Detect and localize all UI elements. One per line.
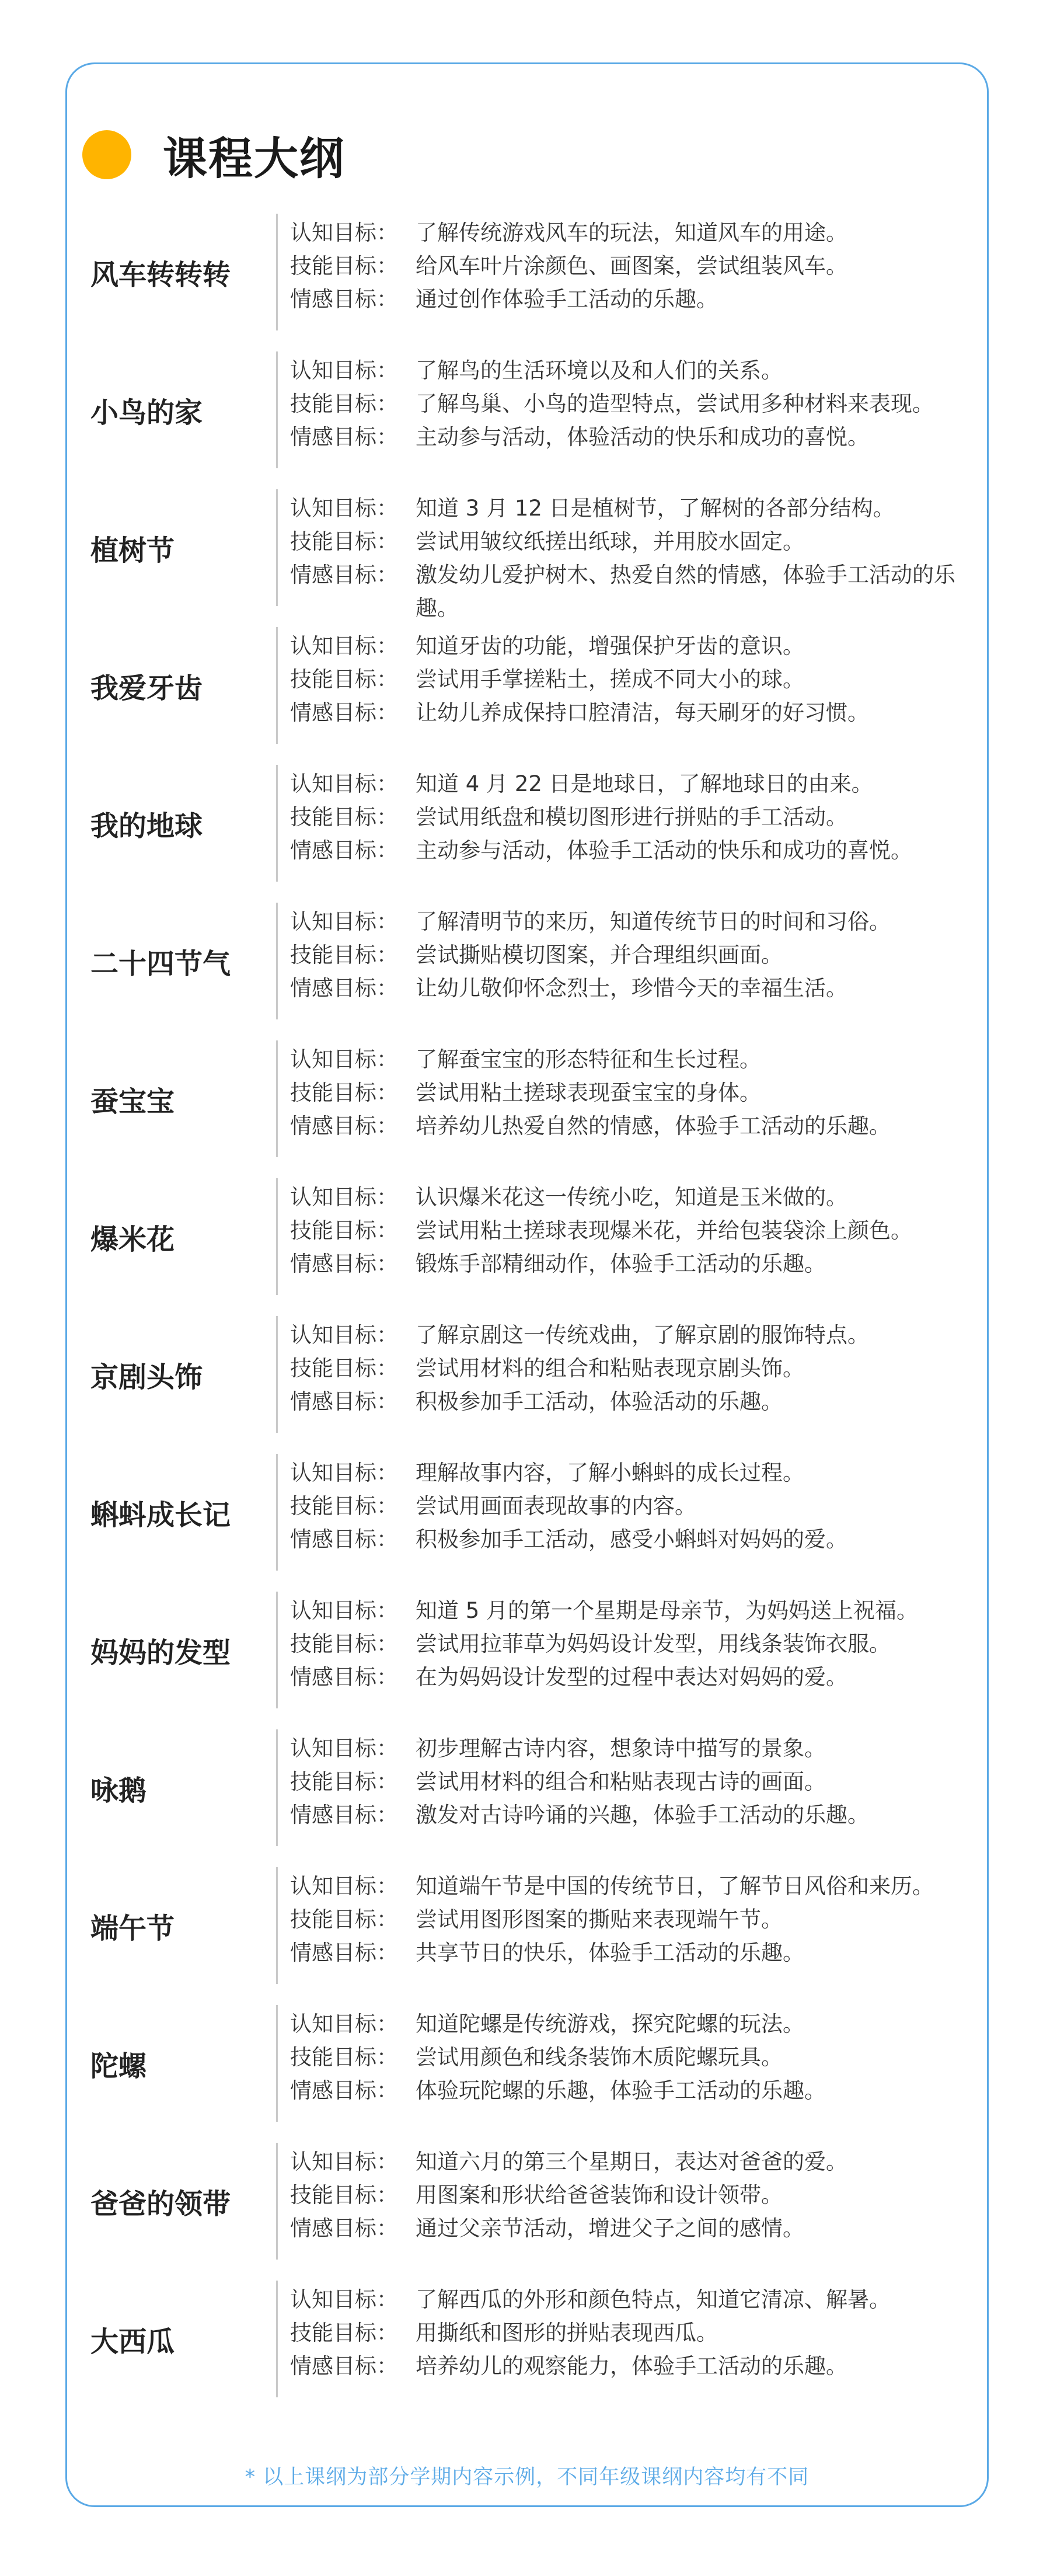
skill-goal-row [290, 1903, 979, 1936]
cognitive-goal-text: 知道六月的第三个星期日，表达对爸爸的爱。 [416, 2149, 847, 2174]
skill-goal-label: 技能目标： [290, 1080, 398, 1105]
cognitive-goal-text: 了解传统游戏风车的玩法，知道风车的用途。 [416, 220, 847, 245]
emotion-goal-text: 通过创作体验手工活动的乐趣。 [416, 287, 718, 312]
skill-goal-text: 尝试用手掌搓粘土，搓成不同大小的球。 [416, 667, 804, 692]
cognitive-goal-label: 认知目标： [290, 2149, 398, 2174]
skill-goal-label: 技能目标： [290, 805, 398, 830]
cognitive-goal-row [290, 2283, 979, 2316]
lesson-name: 植树节 [90, 534, 175, 567]
cognitive-goal-label: 认知目标： [290, 909, 398, 934]
lesson-divider [276, 2005, 278, 2122]
cognitive-goal-label: 认知目标： [290, 771, 398, 796]
lesson-item [67, 489, 987, 627]
lesson-divider [276, 2281, 278, 2397]
cognitive-goal-row [290, 1870, 979, 1903]
cognitive-goal-text: 知道 5 月的第一个星期是母亲节，为妈妈送上祝福。 [416, 1598, 919, 1623]
emotion-goal-row [290, 1247, 979, 1280]
skill-goal-row [290, 249, 979, 283]
skill-goal-label: 技能目标： [290, 2045, 398, 2070]
lesson-goals [290, 354, 979, 454]
lesson-divider [276, 1867, 278, 1984]
lesson-divider [276, 765, 278, 882]
cognitive-goal-text: 知道牙齿的功能，增强保护牙齿的意识。 [416, 633, 804, 659]
title-dot-icon [82, 130, 131, 179]
lesson-divider [276, 1454, 278, 1571]
emotion-goal-row [290, 1385, 979, 1418]
lesson-item [67, 1729, 987, 1867]
skill-goal-row [290, 525, 979, 558]
skill-goal-label: 技能目标： [290, 1769, 398, 1794]
lesson-item [67, 1454, 987, 1592]
lesson-goals [290, 2145, 979, 2245]
cognitive-goal-text: 了解京剧这一传统戏曲，了解京剧的服饰特点。 [416, 1322, 869, 1348]
cognitive-goal-label: 认知目标： [290, 1047, 398, 1072]
emotion-goal-text: 积极参加手工活动，感受小蝌蚪对妈妈的爱。 [416, 1527, 847, 1552]
skill-goal-text: 尝试用皱纹纸搓出纸球，并用胶水固定。 [416, 529, 804, 554]
skill-goal-label: 技能目标： [290, 529, 398, 554]
cognitive-goal-row [290, 1318, 979, 1352]
skill-goal-row [290, 1214, 979, 1247]
skill-goal-row [290, 800, 979, 834]
cognitive-goal-label: 认知目标： [290, 1736, 398, 1761]
cognitive-goal-label: 认知目标： [290, 1598, 398, 1623]
lesson-divider [276, 1316, 278, 1433]
skill-goal-label: 技能目标： [290, 1494, 398, 1519]
lesson-item [67, 765, 987, 903]
emotion-goal-label: 情感目标： [290, 287, 398, 312]
cognitive-goal-label: 认知目标： [290, 1322, 398, 1348]
skill-goal-row [290, 1076, 979, 1109]
lesson-item [67, 2143, 987, 2281]
skill-goal-text: 尝试用拉菲草为妈妈设计发型，用线条装饰衣服。 [416, 1631, 891, 1656]
lesson-name: 大西瓜 [90, 2325, 175, 2358]
cognitive-goal-text: 知道陀螺是传统游戏，探究陀螺的玩法。 [416, 2011, 804, 2037]
cognitive-goal-row [290, 1043, 979, 1076]
emotion-goal-row [290, 2074, 979, 2107]
lesson-name: 风车转转转 [90, 258, 231, 291]
cognitive-goal-row [290, 492, 979, 525]
skill-goal-text: 尝试用画面表现故事的内容。 [416, 1494, 696, 1519]
lesson-item [67, 351, 987, 489]
skill-goal-text: 尝试用颜色和线条装饰木质陀螺玩具。 [416, 2045, 783, 2070]
lesson-item [67, 2005, 987, 2143]
emotion-goal-row [290, 696, 979, 729]
lesson-name: 我爱牙齿 [90, 671, 203, 705]
emotion-goal-label: 情感目标： [290, 1940, 398, 1965]
lesson-name: 我的地球 [90, 809, 203, 843]
skill-goal-text: 尝试撕贴模切图案，并合理组织画面。 [416, 942, 783, 967]
skill-goal-text: 尝试用图形图案的撕贴来表现端午节。 [416, 1907, 783, 1932]
lesson-name: 陀螺 [90, 2049, 147, 2083]
lesson-name: 爆米花 [90, 1223, 175, 1256]
lesson-goals [290, 1870, 979, 1969]
skill-goal-text: 尝试用粘土搓球表现蚕宝宝的身体。 [416, 1080, 761, 1105]
cognitive-goal-text: 理解故事内容，了解小蝌蚪的成长过程。 [416, 1460, 804, 1485]
skill-goal-row [290, 938, 979, 972]
lesson-name: 爸爸的领带 [90, 2187, 231, 2220]
skill-goal-text: 用图案和形状给爸爸装饰和设计领带。 [416, 2182, 783, 2208]
lesson-goals [290, 1732, 979, 1832]
skill-goal-label: 技能目标： [290, 1631, 398, 1656]
lesson-goals [290, 1043, 979, 1143]
cognitive-goal-label: 认知目标： [290, 358, 398, 383]
lesson-item [67, 1867, 987, 2005]
emotion-goal-row [290, 558, 979, 625]
curriculum-card [65, 62, 989, 2507]
cognitive-goal-label: 认知目标： [290, 496, 398, 521]
emotion-goal-row [290, 2349, 979, 2383]
page-title: 课程大纲 [163, 132, 345, 185]
skill-goal-row [290, 387, 979, 420]
lesson-name: 京剧头饰 [90, 1360, 203, 1394]
lesson-goals [290, 1318, 979, 1418]
cognitive-goal-row [290, 1594, 979, 1627]
emotion-goal-label: 情感目标： [290, 1665, 398, 1690]
lesson-goals [290, 905, 979, 1005]
cognitive-goal-row [290, 905, 979, 938]
cognitive-goal-text: 了解鸟的生活环境以及和人们的关系。 [416, 358, 783, 383]
title-row [82, 126, 345, 184]
lesson-divider [276, 627, 278, 744]
skill-goal-label: 技能目标： [290, 667, 398, 692]
lesson-goals [290, 2007, 979, 2107]
lesson-divider [276, 1040, 278, 1157]
cognitive-goal-row [290, 1456, 979, 1489]
skill-goal-label: 技能目标： [290, 253, 398, 279]
emotion-goal-label: 情感目标： [290, 1251, 398, 1276]
lesson-item [67, 903, 987, 1040]
skill-goal-text: 尝试用材料的组合和粘贴表现京剧头饰。 [416, 1356, 804, 1381]
lesson-item [67, 1178, 987, 1316]
lesson-name: 小鸟的家 [90, 396, 203, 429]
cognitive-goal-text: 了解西瓜的外形和颜色特点，知道它清凉、解暑。 [416, 2287, 891, 2312]
emotion-goal-label: 情感目标： [290, 700, 398, 725]
cognitive-goal-label: 认知目标： [290, 2287, 398, 2312]
emotion-goal-row [290, 834, 979, 867]
lesson-name: 二十四节气 [90, 947, 231, 980]
skill-goal-label: 技能目标： [290, 2320, 398, 2345]
skill-goal-text: 了解鸟巢、小鸟的造型特点，尝试用多种材料来表现。 [416, 391, 934, 416]
lesson-goals [290, 1594, 979, 1694]
emotion-goal-label: 情感目标： [290, 2354, 398, 2379]
cognitive-goal-text: 认识爆米花这一传统小吃，知道是玉米做的。 [416, 1185, 847, 1210]
lesson-name: 妈妈的发型 [90, 1636, 231, 1669]
cognitive-goal-label: 认知目标： [290, 633, 398, 659]
skill-goal-row [290, 1352, 979, 1385]
lesson-item [67, 2281, 987, 2418]
emotion-goal-text: 让幼儿养成保持口腔清洁，每天刷牙的好习惯。 [416, 700, 869, 725]
cognitive-goal-label: 认知目标： [290, 1874, 398, 1899]
skill-goal-label: 技能目标： [290, 2182, 398, 2208]
skill-goal-text: 尝试用材料的组合和粘贴表现古诗的画面。 [416, 1769, 826, 1794]
emotion-goal-row [290, 2212, 979, 2245]
lesson-divider [276, 1729, 278, 1846]
skill-goal-label: 技能目标： [290, 1356, 398, 1381]
cognitive-goal-row [290, 1181, 979, 1214]
lesson-divider [276, 2143, 278, 2260]
lesson-goals [290, 1181, 979, 1280]
emotion-goal-text: 激发对古诗吟诵的兴趣，体验手工活动的乐趣。 [416, 1802, 869, 1827]
lesson-item [67, 1040, 987, 1178]
skill-goal-text: 用撕纸和图形的拼贴表现西瓜。 [416, 2320, 718, 2345]
cognitive-goal-text: 了解清明节的来历，知道传统节日的时间和习俗。 [416, 909, 891, 934]
skill-goal-row [290, 663, 979, 696]
emotion-goal-label: 情感目标： [290, 1389, 398, 1414]
emotion-goal-text: 体验玩陀螺的乐趣，体验手工活动的乐趣。 [416, 2078, 826, 2103]
footnote: * 以上课纲为部分学期内容示例，不同年级课纲内容均有不同 [245, 2466, 810, 2489]
emotion-goal-text: 通过父亲节活动，增进父子之间的感情。 [416, 2216, 804, 2241]
cognitive-goal-text: 了解蚕宝宝的形态特征和生长过程。 [416, 1047, 761, 1072]
lesson-goals [290, 2283, 979, 2383]
lesson-name: 蝌蚪成长记 [90, 1498, 231, 1531]
emotion-goal-row [290, 1523, 979, 1556]
emotion-goal-label: 情感目标： [290, 424, 398, 450]
skill-goal-label: 技能目标： [290, 391, 398, 416]
skill-goal-label: 技能目标： [290, 942, 398, 967]
skill-goal-row [290, 1489, 979, 1523]
lesson-divider [276, 489, 278, 606]
lesson-goals [290, 1456, 979, 1556]
cognitive-goal-row [290, 2145, 979, 2178]
skill-goal-text: 给风车叶片涂颜色、画图案，尝试组装风车。 [416, 253, 847, 279]
lesson-goals [290, 629, 979, 729]
lesson-goals [290, 492, 979, 625]
lesson-item [67, 214, 987, 351]
emotion-goal-label: 情感目标： [290, 838, 398, 863]
lesson-name: 端午节 [90, 1912, 175, 1945]
lesson-item [67, 1592, 987, 1729]
lesson-divider [276, 903, 278, 1019]
cognitive-goal-text: 初步理解古诗内容，想象诗中描写的景象。 [416, 1736, 826, 1761]
emotion-goal-label: 情感目标： [290, 1802, 398, 1827]
skill-goal-label: 技能目标： [290, 1907, 398, 1932]
emotion-goal-row [290, 1661, 979, 1694]
emotion-goal-text: 主动参与活动，体验活动的快乐和成功的喜悦。 [416, 424, 869, 450]
emotion-goal-label: 情感目标： [290, 2216, 398, 2241]
emotion-goal-text: 培养幼儿的观察能力，体验手工活动的乐趣。 [416, 2354, 847, 2379]
skill-goal-row [290, 2178, 979, 2212]
emotion-goal-label: 情感目标： [290, 1113, 398, 1139]
cognitive-goal-row [290, 1732, 979, 1765]
emotion-goal-label: 情感目标： [290, 2078, 398, 2103]
lesson-item [67, 1316, 987, 1454]
emotion-goal-text: 培养幼儿热爱自然的情感，体验手工活动的乐趣。 [416, 1113, 891, 1139]
emotion-goal-text: 主动参与活动，体验手工活动的快乐和成功的喜悦。 [416, 838, 912, 863]
emotion-goal-row [290, 283, 979, 316]
emotion-goal-label: 情感目标： [290, 1527, 398, 1552]
emotion-goal-row [290, 1936, 979, 1969]
emotion-goal-text: 让幼儿敬仰怀念烈士，珍惜今天的幸福生活。 [416, 976, 847, 1001]
cognitive-goal-label: 认知目标： [290, 1460, 398, 1485]
emotion-goal-text: 激发幼儿爱护树木、热爱自然的情感，体验手工活动的乐趣。 [416, 562, 955, 621]
lesson-goals [290, 216, 979, 316]
cognitive-goal-label: 认知目标： [290, 2011, 398, 2037]
emotion-goal-text: 锻炼手部精细动作，体验手工活动的乐趣。 [416, 1251, 826, 1276]
emotion-goal-row [290, 420, 979, 454]
emotion-goal-text: 积极参加手工活动，体验活动的乐趣。 [416, 1389, 783, 1414]
emotion-goal-text: 共享节日的快乐，体验手工活动的乐趣。 [416, 1940, 804, 1965]
skill-goal-row [290, 2041, 979, 2074]
cognitive-goal-row [290, 2007, 979, 2041]
cognitive-goal-row [290, 767, 979, 800]
lesson-divider [276, 1592, 278, 1708]
cognitive-goal-row [290, 216, 979, 249]
skill-goal-row [290, 1627, 979, 1661]
emotion-goal-row [290, 1798, 979, 1832]
cognitive-goal-text: 知道端午节是中国的传统节日，了解节日风俗和来历。 [416, 1874, 934, 1899]
emotion-goal-label: 情感目标： [290, 562, 398, 587]
emotion-goal-row [290, 1109, 979, 1143]
skill-goal-text: 尝试用纸盘和模切图形进行拼贴的手工活动。 [416, 805, 847, 830]
lesson-name: 蚕宝宝 [90, 1085, 175, 1118]
emotion-goal-text: 在为妈妈设计发型的过程中表达对妈妈的爱。 [416, 1665, 847, 1690]
cognitive-goal-row [290, 629, 979, 663]
cognitive-goal-label: 认知目标： [290, 1185, 398, 1210]
lesson-divider [276, 351, 278, 468]
emotion-goal-label: 情感目标： [290, 976, 398, 1001]
lesson-divider [276, 1178, 278, 1295]
skill-goal-label: 技能目标： [290, 1218, 398, 1243]
cognitive-goal-label: 认知目标： [290, 220, 398, 245]
emotion-goal-row [290, 972, 979, 1005]
cognitive-goal-text: 知道 3 月 12 日是植树节，了解树的各部分结构。 [416, 496, 895, 521]
lesson-goals [290, 767, 979, 867]
lesson-divider [276, 214, 278, 330]
skill-goal-row [290, 1765, 979, 1798]
skill-goal-row [290, 2316, 979, 2349]
cognitive-goal-row [290, 354, 979, 387]
cognitive-goal-text: 知道 4 月 22 日是地球日，了解地球日的由来。 [416, 771, 873, 796]
lesson-name: 咏鹅 [90, 1774, 147, 1807]
lesson-item [67, 627, 987, 765]
skill-goal-text: 尝试用粘土搓球表现爆米花，并给包装袋涂上颜色。 [416, 1218, 912, 1243]
